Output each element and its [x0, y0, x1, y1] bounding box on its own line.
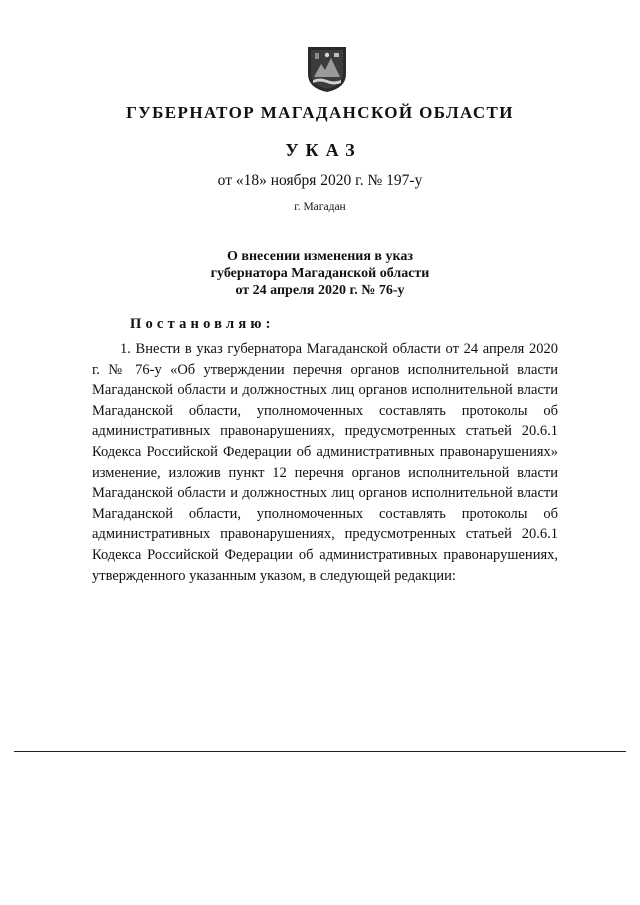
coat-of-arms-icon	[304, 44, 350, 94]
document-date-number: от «18» ноября 2020 г. № 197-у	[217, 172, 423, 189]
document-city: г. Магадан	[294, 201, 346, 213]
authority-title: ГУБЕРНАТОР МАГАДАНСКОЙ ОБЛАСТИ	[126, 103, 514, 122]
document-subject	[0, 248, 640, 299]
subject-line: от 24 апреля 2020 г. № 76-у	[235, 283, 405, 298]
decree-word: Постановляю:	[130, 316, 275, 332]
subject-line: губернатора Магаданской области	[210, 266, 430, 281]
document-type: УКАЗ	[285, 140, 362, 160]
page-divider	[14, 751, 626, 752]
body-paragraph: 1. Внести в указ губернатора Магаданской области от 24 апреля 2020 г. № 76-у «Об утверждении перечня органов исполнительной власти Магаданской области и должностных лиц органов исполнительной власти Магаданской области, уполномоченных составлять протоколы об административных правонарушениях, предусмотренных статьей 20.6.1 Кодекса Российской Федерации об административных правонарушениях» изменение, изложив пункт 12 перечня органов исполнительной власти Магаданской области и должностных лиц органов исполнительной власти Магаданской области, уполномоченных составлять протоколы об административных правонарушениях, предусмотренных статьей 20.6.1 Кодекса Российской Федерации об административных правонарушениях, утвержденного указанным указом, в следующей редакции:	[92, 341, 558, 584]
subject-line: О внесении изменения в указ	[227, 249, 413, 264]
